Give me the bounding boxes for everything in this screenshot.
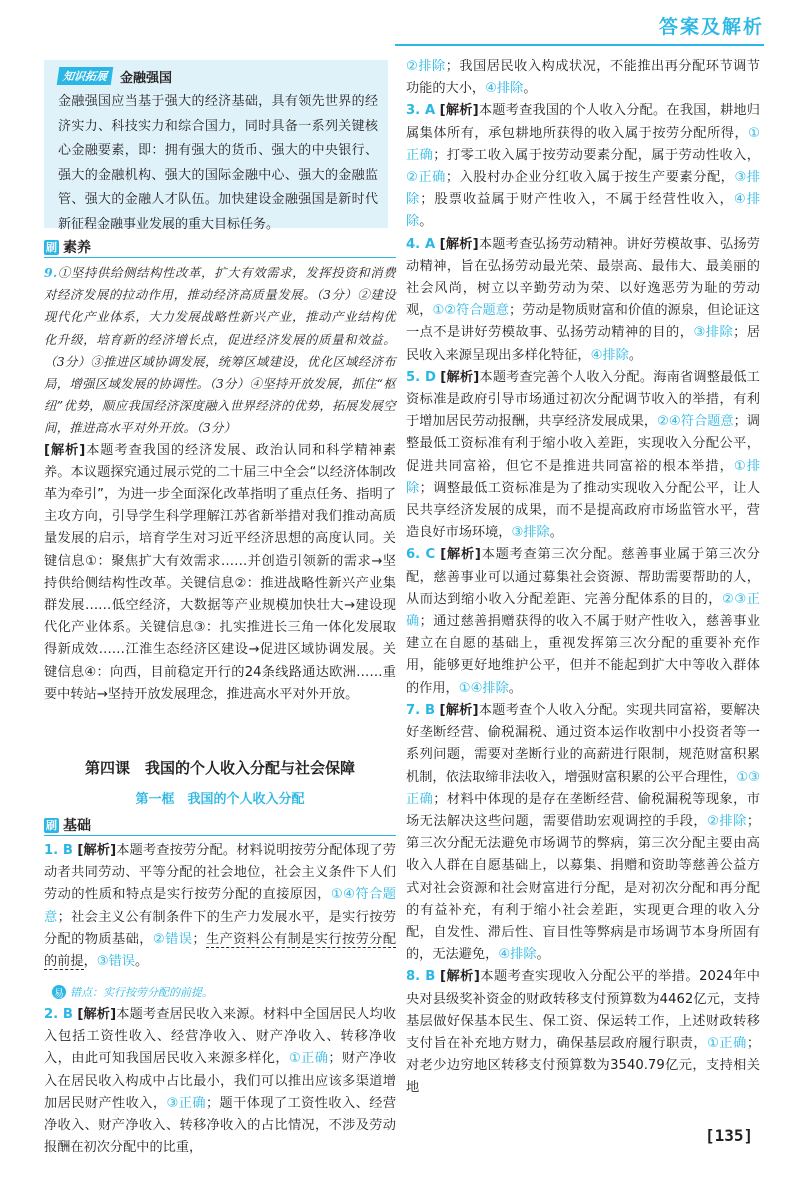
q6-number: 6. C: [406, 547, 436, 563]
q5-option: ②④符合题意: [657, 414, 734, 430]
q5-part: ；调整最低工资标准有利于缩小收入差距，实现收入分配公平，促进共同富裕，但它不是推进共同富裕的根本举措，: [406, 414, 760, 474]
q2-continued: [406, 56, 760, 100]
error-note: [52, 984, 213, 1000]
q5-part: 本题考查完善个人收入分配。海南省调整最低工资标准是政府引导市场通过初次分配调节收入的举措，有利于增加居民劳动报酬，共享经济发展成果，: [406, 369, 760, 430]
q9-answer-text: ①坚持供给侧结构性改革，扩大有效需求，发挥投资和消费对经济发展的拉动作用，推动经济高质量发展。（3分）②建设现代化产业体系，大力发展战略性新兴产业，推动产业结构优化升级，培育新的经济增长点，促进经济发展的质量和效益。（3分）③推进区域协调发展，统筹区域建设，优化区域经济布局，增强区域发展的协调性。（3分）④坚持开放发展，抓住“枢纽”优势，顺应我国经济深度融入世界经济的优势，拓展发展空间，推进高水平对外开放。（3分）: [44, 265, 396, 436]
q2-part: 。: [523, 81, 537, 97]
q1-underline: 生产资料公有制是实行按劳分配的前提: [44, 931, 397, 970]
q4-option: ④排除: [590, 347, 629, 363]
question-3: [406, 100, 760, 233]
knowledge-text: 金融强国应当基于强大的经济基础，具有领先世界的经济实力、科技实力和综合国力，同时具备一系列关键核心金融要素，即：拥有强大的货币、强大的中央银行、强大的金融机构、强大的国际金融中心、强大的金融监管、强大的金融人才队伍。加快建设金融强国是新时代新征程金融事业发展的重大目标任务。: [58, 94, 378, 232]
q1-option: ①④符合题意: [44, 887, 396, 925]
q4-part: ；居民收入来源呈现出多样化特征，: [406, 325, 761, 363]
q7-tag: [解析]: [439, 702, 479, 718]
q3-option: ④排除: [406, 192, 761, 230]
q4-part: 。: [628, 347, 643, 363]
q3-tag: [解析]: [439, 103, 479, 119]
q3-option: ③排除: [406, 170, 761, 208]
brush-icon: 刷: [46, 241, 57, 254]
knowledge-title: 金融强国: [120, 70, 173, 86]
section-rule: [44, 835, 396, 836]
q8-number: 8. B: [406, 969, 436, 985]
knowledge-box-header: [58, 66, 378, 86]
question-2-start: [44, 1004, 396, 1159]
q5-number: 5. D: [406, 369, 436, 385]
q3-number: 3. A: [406, 103, 436, 119]
q3-option: ②正确: [406, 170, 446, 186]
q3-option: ①正确: [406, 125, 760, 163]
question-5: [406, 367, 760, 545]
section-label: 基础: [63, 818, 91, 834]
q4-part: 本题考查弘扬劳动精神。讲好劳模故事、弘扬劳动精神，旨在弘扬劳动最光荣、最崇高、最伟大、最美丽的社会风尚，树立以辛勤劳动为荣、以好逸恶劳为耻的劳动观，: [406, 236, 760, 319]
q9-analysis-text: 本题考查我国的经济发展、政治认同和科学精神素养。本议题探究通过展示党的二十届三中全会“以经济体制改革为牵引”，为进一步全面深化改革指明了重点任务、指明了主攻方向，引导学生科学理解江苏省新举措对我们推动高质量发展的启示，培育学生对习近平经济思想的高度认同。关键信息①：聚焦扩大有效需求……并创造引领新的需求→坚持供给侧结构性改革。关键信息②：推进战略性新兴产业集群发展……低空经济，大数据等产业规模加快壮大→建设现代化产业体系。关键信息③：扎实推进长三角一体化发展取得新成效……江淮生态经济区建设→促进区域协调发展。关键信息④：向西，目前稳定开行的24条线路通达欧洲……重要中转站→坚持开放发展理念，推进高水平对外开放。: [44, 442, 396, 702]
q7-part: 本题考查个人收入分配。实现共同富裕，要解决好垄断经营、偷税漏税、通过资本运作收割中小投资者等一系列问题，需要对垄断行业的高薪进行限制，规范财富积累机制，依法取缔非法收入，增强财富积累的公平合理性，: [406, 702, 760, 785]
q4-tag: [解析]: [439, 236, 479, 252]
q2-option: ③正确: [166, 1095, 206, 1111]
q7-part: ；第三次分配无法避免市场调节的弊病，第三次分配主要由高收入人群在自愿基础上，以募集、捐赠和资助等慈善公益方式对社会资源和社会财富进行分配，是对初次分配和再分配的有益补充，有利于缩小社会差距，实现更合理的收入分配，自发性、滞后性、盲目性等弊病是市场调节本身所固有的，无法避免，: [406, 813, 760, 963]
q7-number: 7. B: [406, 702, 436, 718]
q1-option: ②错误: [152, 931, 193, 947]
section-rule: [44, 257, 396, 258]
q3-part: 。: [419, 214, 433, 230]
question-1: [44, 840, 396, 973]
q3-part: ；入股村办企业分红收入属于按生产要素分配，: [445, 170, 735, 186]
q9-answer: [44, 262, 396, 440]
q2-part: ；我国居民收入构成状况，不能推出再分配环节调节功能的大小，: [406, 59, 760, 97]
question-6: [406, 544, 760, 699]
q2-part: 本题考查居民收入来源。材料中全国居民人均收入包括工资性收入、经营净收入、财产净收入、转移净收入，由此可知我国居民收入来源多样化，: [44, 1007, 396, 1067]
q7-part: 。: [536, 947, 550, 963]
brush-icon: 刷: [46, 819, 57, 832]
q5-part: 。: [549, 525, 563, 541]
section-header-suyang: [44, 237, 91, 257]
q4-number: 4. A: [406, 236, 436, 252]
q2-option: ②排除: [406, 59, 446, 74]
q9-number: 9.: [44, 265, 58, 280]
warning-icon: 易: [52, 985, 66, 999]
q5-option: ③排除: [511, 525, 550, 541]
q1-option: ③错误: [96, 954, 135, 970]
q6-tag: [解析]: [440, 547, 481, 563]
q4-option: ③排除: [693, 325, 734, 341]
q7-option: ④排除: [498, 947, 537, 963]
q1-part: ；社会主义公有制条件下的生产力发展水平，是实行按劳分配的物质基础，: [44, 909, 397, 947]
knowledge-box: [44, 60, 388, 232]
q6-part: 本题考查第三次分配。慈善事业属于第三次分配，慈善事业可以通过募集社会资源、帮助需要帮助的人，从而达到缩小收入分配差距、完善分配体系的目的，: [406, 547, 760, 607]
q9-analysis: [44, 440, 396, 706]
header-title: 答案及解析: [658, 16, 764, 38]
page-number: [135]: [705, 1126, 754, 1145]
q2-part: ；财产净收入在居民收入构成中占比最小，我们可以推出应该多渠道增加居民财产性收入，: [44, 1051, 397, 1111]
q2-text-left: [44, 1004, 396, 1159]
q3-part: 本题考查我国的个人收入分配。在我国，耕地归属集体所有，承包耕地所获得的收入属于按劳分配所得，: [406, 103, 760, 141]
frame-title: 第一框 我国的个人收入分配: [135, 792, 305, 807]
q2-number: 2. B: [44, 1007, 73, 1022]
q8-tag: [解析]: [440, 969, 480, 985]
q1-part: ，: [83, 954, 97, 970]
q7-option: ②排除: [707, 813, 747, 829]
q8-part: ；对老少边穷地区转移支付预算数为3540.79亿元，支持相关地: [406, 1035, 760, 1096]
q6-part: ；通过慈善捐赠获得的收入不属于财产性收入，慈善事业建立在自愿的基础上，重视发挥第三次分配的重要补充作用，能够更好地维护公平，但并不能起到扩大中等收入群体的作用，: [406, 614, 761, 696]
q3-part: ；打零工收入属于按劳动要素分配，属于劳动性收入，: [433, 147, 760, 163]
q1-tag: [解析]: [77, 843, 117, 858]
right-column: [406, 56, 760, 1100]
q7-part: ；材料中体现的是存在垄断经营、偷税漏税等现象，市场无法解决这些问题，需要借助宏观调控的手段，: [406, 791, 760, 829]
header-rule: [395, 44, 764, 46]
q2-tag: [解析]: [77, 1007, 117, 1022]
q4-part: ；劳动是物质财富和价值的源泉，但论证这一点不是讲好劳模故事、弘扬劳动精神的目的，: [406, 303, 760, 341]
q6-option: ②③正确: [406, 591, 760, 630]
q4-option: ①②符合题意: [432, 303, 509, 319]
q1-text: [44, 840, 396, 973]
section-header-jichu: [44, 815, 91, 835]
question-9: [44, 262, 396, 706]
question-8: [406, 966, 760, 1099]
q6-option: ①④排除: [458, 680, 509, 696]
q8-option: ①正确: [707, 1035, 747, 1051]
q9-tag: [解析]: [44, 442, 86, 458]
page-number-value: 135: [714, 1126, 744, 1145]
q6-part: 。: [508, 680, 522, 696]
q5-tag: [解析]: [440, 369, 480, 385]
q5-part: ；调整最低工资标准是为了推动实现收入分配公平，让人民共享经济发展的成果，而不是提高政府市场监管水平，营造良好市场环境，: [406, 480, 761, 541]
lesson-title: 第四课 我国的个人收入分配与社会保障: [84, 759, 355, 777]
q1-part: 本题考查按劳分配。材料说明按劳分配体现了劳动者共同劳动、平等分配的社会地位，社会主义条件下人们劳动的性质和特点是实行按劳分配的直接原因，: [44, 843, 396, 903]
q8-part: 本题考查实现收入分配公平的举措。2024年中央对县级奖补资金的财政转移支付预算数为4462亿元，支持基层做好保基本民生、保工资、保运转工作，上述财政转移支付旨在补充地方财力，确保基层政府履行职责，: [406, 969, 760, 1051]
q5-option: ①排除: [406, 458, 761, 496]
section-label: 素养: [63, 240, 91, 256]
q3-part: ；股票收益属于财产性收入，不属于经营性收入，: [420, 192, 734, 208]
q2-option: ①正确: [288, 1051, 329, 1067]
q7-option: ①③正确: [406, 769, 760, 807]
q2-option: ④排除: [485, 81, 524, 97]
question-4: [406, 234, 760, 367]
q1-part: ；: [192, 931, 206, 947]
q1-part: 。: [134, 954, 149, 970]
q1-number: 1. B: [44, 843, 73, 858]
question-7: [406, 700, 760, 966]
error-note-text: 错点：实行按劳分配的前提。: [70, 986, 213, 999]
q2-part: ；题干体现了工资性收入、经营净收入、财产净收入、转移净收入的占比情况，不涉及劳动报酬在初次分配中的比重，: [44, 1095, 397, 1156]
knowledge-tag: 知识拓展: [57, 67, 114, 85]
